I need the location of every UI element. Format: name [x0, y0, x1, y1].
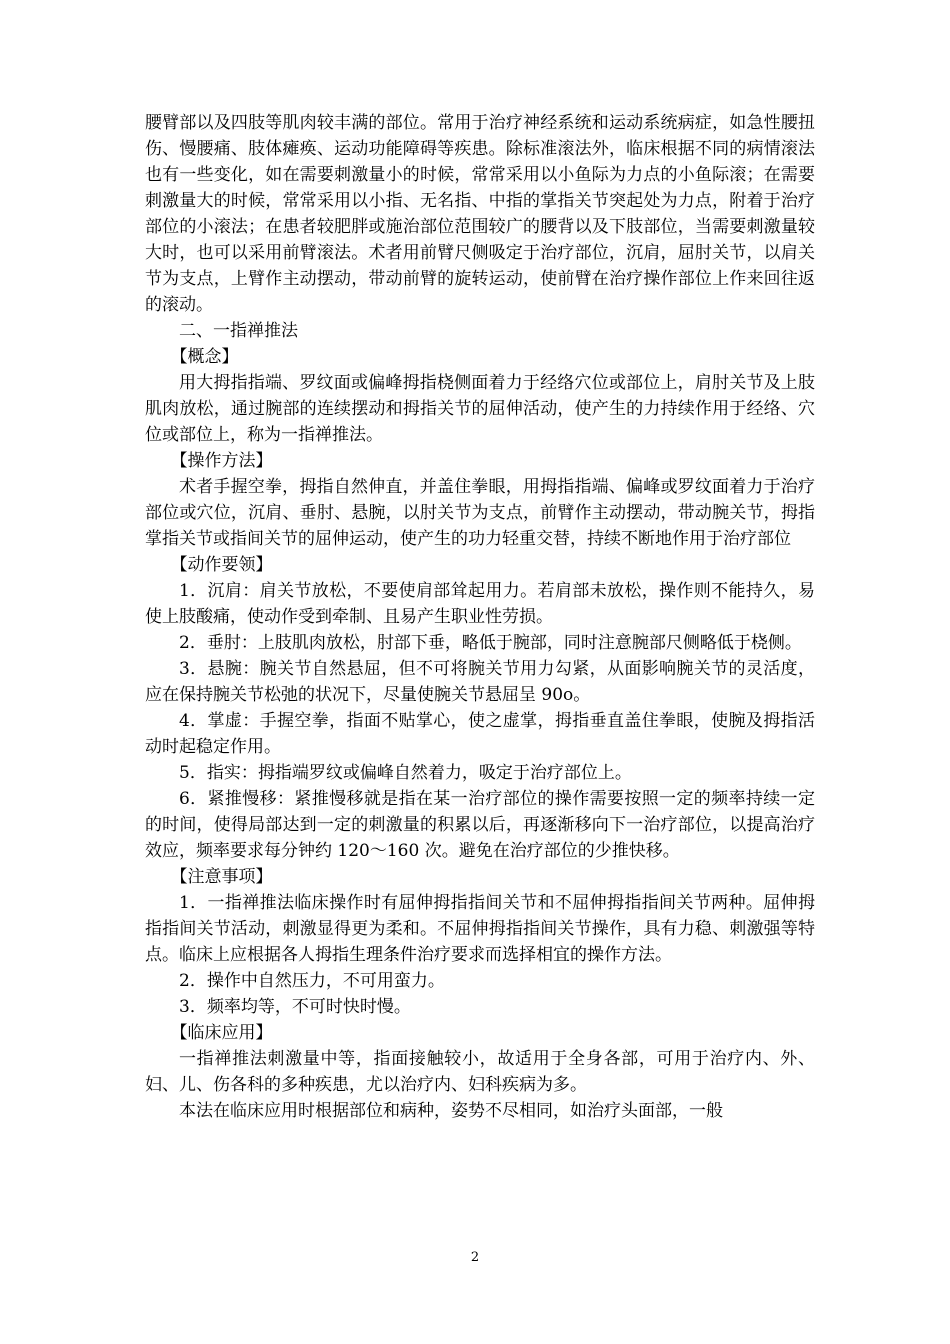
list-item: 2．操作中自然压力，不可用蛮力。: [179, 971, 445, 991]
section-heading: 二、一指禅推法: [179, 321, 298, 341]
paragraph: 本法在临床应用时根据部位和病种，姿势不尽相同，如治疗头面部，一般: [179, 1101, 723, 1121]
list-item: 3．悬腕：腕关节自然悬屈，但不可将腕关节用力勾紧，从面影响腕关节的灵活度，应在保持腕关节松弛的状况下，尽量使腕关节悬屈呈 90o。: [145, 659, 815, 705]
paragraph: 术者手握空拳，拇指自然伸直，并盖住拳眼，用拇指指端、偏峰或罗纹面着力于治疗部位或穴位，沉肩、垂肘、悬腕，以肘关节为支点，前臂作主动摆动，带动腕关节，拇指掌指关节或指间关节的屈伸运动，使产生的功力轻重交替，持续不断地作用于治疗部位: [145, 477, 815, 549]
list-item: 2．垂肘：上肢肌肉放松，肘部下垂，略低于腕部，同时注意腕部尺侧略低于桡侧。: [179, 633, 802, 653]
list-item: 1．沉肩：肩关节放松，不要使肩部耸起用力。若肩部未放松，操作则不能持久，易使上肢酸痛，使动作受到牵制、且易产生职业性劳损。: [145, 581, 815, 627]
list-item: 5．指实：拇指端罗纹或偏峰自然着力，吸定于治疗部位上。: [179, 763, 632, 783]
subsection-heading: 【概念】: [170, 347, 239, 367]
page-number: 2: [470, 1250, 480, 1265]
list-item: 3．频率均等，不可时快时慢。: [179, 997, 411, 1017]
list-item: 6．紧推慢移：紧推慢移就是指在某一治疗部位的操作需要按照一定的频率持续一定的时间，使得局部达到一定的刺激量的积累以后，再逐渐移向下一治疗部位，以提高治疗效应，频率要求每分钟约 120～160 次。避免在治疗部位的少推快移。: [145, 789, 815, 861]
list-item: 1．一指禅推法临床操作时有屈伸拇指指间关节和不屈伸拇指指间关节两种。屈伸拇指指间关节活动，刺激显得更为柔和。不屈伸拇指指间关节操作，具有力稳、刺激强等特点。临床上应根据各人拇指生理条件治疗要求而选择相宜的操作方法。: [145, 893, 815, 965]
subsection-heading: 【临床应用】: [170, 1023, 273, 1043]
paragraph: 一指禅推法刺激量中等，指面接触较小，故适用于全身各部，可用于治疗内、外、妇、儿、伤各科的多种疾患，尤以治疗内、妇科疾病为多。: [145, 1049, 815, 1095]
subsection-heading: 【注意事项】: [170, 867, 273, 887]
paragraph: 用大拇指指端、罗纹面或偏峰拇指桡侧面着力于经络穴位或部位上，肩肘关节及上肢肌肉放松，通过腕部的连续摆动和拇指关节的屈伸活动，使产生的力持续作用于经络、穴位或部位上，称为一指禅推法。: [145, 373, 815, 445]
subsection-heading: 【动作要领】: [170, 555, 273, 575]
subsection-heading: 【操作方法】: [170, 451, 273, 471]
list-item: 4．掌虚：手握空拳，指面不贴掌心，使之虚掌，拇指垂直盖住拳眼，使腕及拇指活动时起稳定作用。: [145, 711, 815, 757]
document-body: [145, 110, 815, 1124]
paragraph: 腰臂部以及四肢等肌肉较丰满的部位。常用于治疗神经系统和运动系统病症，如急性腰扭伤、慢腰痛、肢体瘫痪、运动功能障碍等疾患。除标准滚法外，临床根据不同的病情滚法也有一些变化，如在需要刺激量小的时候，常常采用以小鱼际为力点的小鱼际滚；在需要刺激量大的时候，常常采用以小指、无名指、中指的掌指关节突起处为力点，附着于治疗部位的小滚法；在患者较肥胖或施治部位范围较广的腰背以及下肢部位，当需要刺激量较大时，也可以采用前臂滚法。术者用前臂尺侧吸定于治疗部位，沉肩，屈肘关节，以肩关节为支点，上臂作主动摆动，带动前臂的旋转运动，使前臂在治疗操作部位上作来回往返的滚动。: [145, 113, 815, 315]
